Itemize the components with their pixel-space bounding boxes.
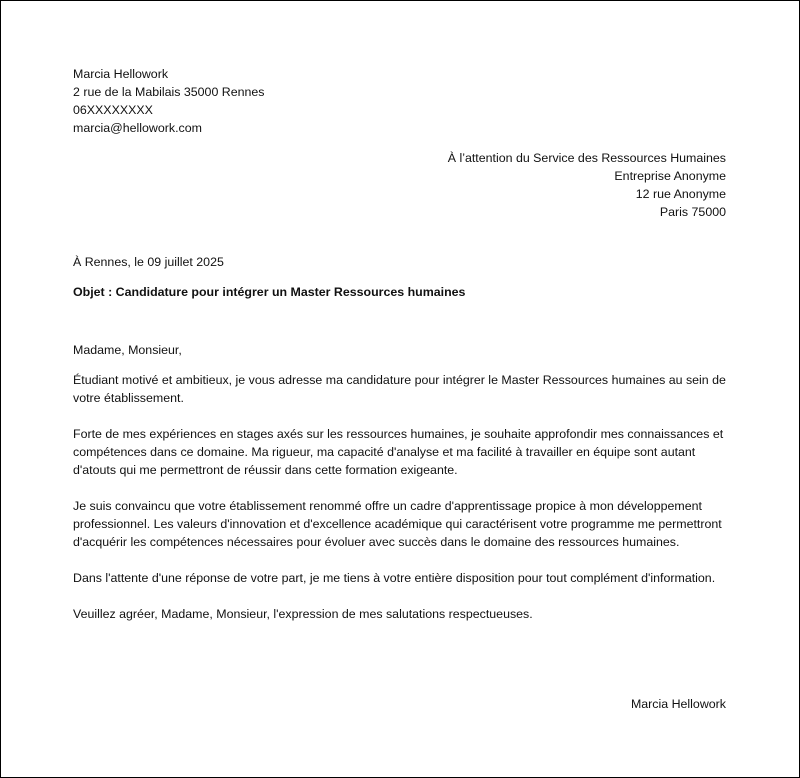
salutation: Madame, Monsieur, [73,343,182,357]
recipient-company: Entreprise Anonyme [614,169,726,183]
sender-email: marcia@hellowork.com [73,121,202,135]
recipient-city: Paris 75000 [659,205,726,219]
body-paragraph: Forte de mes expériences en stages axés sur les ressources humaines, je souhaite approfondir mes connaissances et compétences dans ce domaine. Ma rigueur, ma capacité d'analyse et ma facilité à travailler en équipe sont autant d'atouts qui me permettront de réussir dans cette formation exigeante. [73,427,724,477]
date-line: À Rennes, le 09 juillet 2025 [73,255,224,269]
subject-line: Objet : Candidature pour intégrer un Master Ressources humaines [73,285,466,299]
recipient-block [448,149,726,221]
recipient-attention: À l’attention du Service des Ressources Humaines [447,151,726,165]
sender-phone: 06XXXXXXXX [73,103,153,117]
signature: Marcia Hellowork [630,697,726,711]
closing-paragraph: Veuillez agréer, Madame, Monsieur, l'expression de mes salutations respectueuses. [73,607,533,621]
sender-block [73,65,265,137]
recipient-street: 12 rue Anonyme [635,187,726,201]
body-paragraph: Étudiant motivé et ambitieux, je vous adresse ma candidature pour intégrer le Master Ressources humaines au sein de votre établissement. [73,373,726,405]
body-paragraph: Dans l'attente d'une réponse de votre part, je me tiens à votre entière disposition pour tout complément d'information. [73,571,716,585]
sender-address: 2 rue de la Mabilais 35000 Rennes [73,85,265,99]
letter-body [73,341,729,641]
sender-name: Marcia Hellowork [73,67,169,81]
body-paragraph: Je suis convaincu que votre établissement renommé offre un cadre d'apprentissage propice à mon développement professionnel. Les valeurs d'innovation et d'excellence académique qui caractérisent votre programme me permettront d'acquérir les compétences nécessaires pour évoluer avec succès dans le domaine des ressources humaines. [73,499,722,549]
